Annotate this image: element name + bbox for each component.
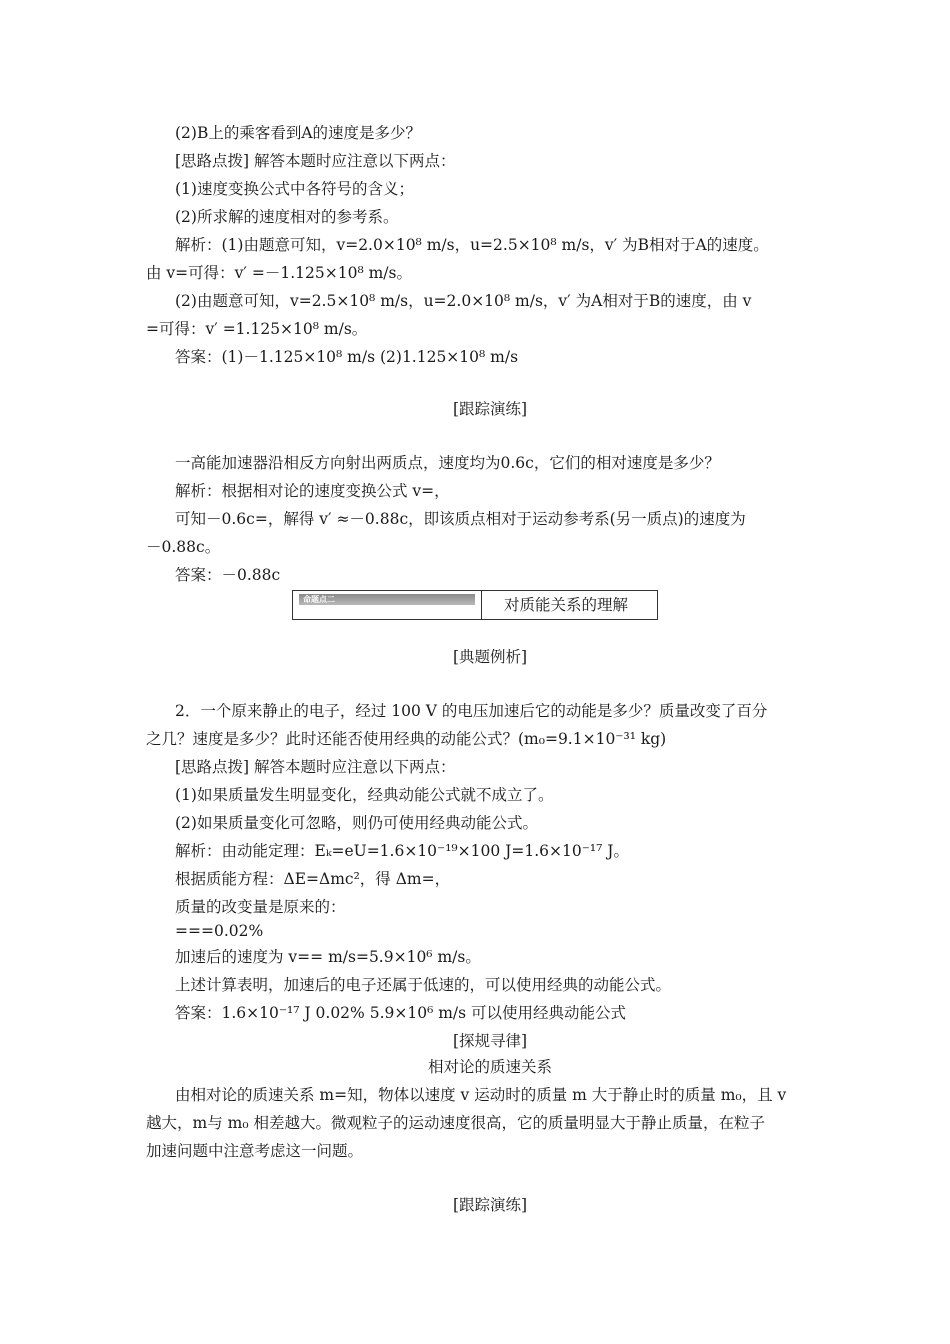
text-line: 上述计算表明，加速后的电子还属于低速的，可以使用经典的动能公式。 (175, 976, 672, 994)
section-tag-cell (293, 591, 482, 619)
text-line: 解析：(1)由题意可知，v=2.0×10⁸ m/s，u=2.5×10⁸ m/s，v′ 为B相对于A的速度。 (175, 236, 769, 254)
text-line: (2)由题意可知，v=2.5×10⁸ m/s，u=2.0×10⁸ m/s，v′ 为A相对于B的速度，由 v (175, 292, 752, 310)
section-tag-label: 命题点二 (299, 594, 475, 605)
text-line: ===0.02% (175, 922, 264, 940)
text-line: [典题例析] (452, 648, 528, 666)
text-line: 加速问题中注意考虑这一问题。 (146, 1142, 364, 1160)
text-line: 答案：－0.88c (175, 566, 281, 584)
text-line: 加速后的速度为 v== m/s=5.9×10⁶ m/s。 (175, 948, 481, 966)
text-line: [跟踪演练] (452, 400, 528, 418)
text-line: 根据质能方程：ΔE=Δmc²，得 Δm=， (175, 870, 451, 888)
text-line: 之几？速度是多少？此时还能否使用经典的动能公式？(m₀=9.1×10⁻³¹ kg) (146, 730, 667, 748)
text-line: (1)速度变换公式中各符号的含义； (175, 180, 414, 198)
text-line: [探规寻律] (452, 1032, 528, 1050)
section-title: 对质能关系的理解 (504, 596, 629, 614)
text-line: －0.88c。 (146, 538, 221, 556)
text-line: 越大，m与 m₀ 相差越大。微观粒子的运动速度很高，它的质量明显大于静止质量，在粒子 (146, 1114, 765, 1132)
text-line: 一高能加速器沿相反方向射出两质点，速度均为0.6c，它们的相对速度是多少？ (175, 454, 720, 472)
text-line: [跟踪演练] (452, 1196, 528, 1214)
text-line: 质量的改变量是原来的： (175, 898, 346, 916)
text-line: 2．一个原来静止的电子，经过 100 V 的电压加速后它的动能是多少？质量改变了百分 (175, 702, 768, 720)
text-line: 答案：(1)－1.125×10⁸ m/s (2)1.125×10⁸ m/s (175, 348, 519, 366)
text-line: 解析：根据相对论的速度变换公式 v=， (175, 482, 450, 500)
text-line: 解析：由动能定理：Eₖ=eU=1.6×10⁻¹⁹×100 J=1.6×10⁻¹⁷ J。 (175, 842, 629, 860)
text-line: 答案：1.6×10⁻¹⁷ J 0.02% 5.9×10⁶ m/s 可以使用经典动能公式 (175, 1004, 627, 1022)
text-line: (2)如果质量变化可忽略，则仍可使用经典动能公式。 (175, 814, 538, 832)
text-line: 由相对论的质速关系 m=知，物体以速度 v 运动时的质量 m 大于静止时的质量 m₀，且 v (175, 1086, 787, 1104)
text-line: [思路点拨] 解答本题时应注意以下两点： (175, 152, 456, 170)
text-line: =可得：v′ =1.125×10⁸ m/s。 (146, 320, 368, 338)
section-header-box (292, 590, 658, 620)
text-line: (1)如果质量发生明显变化，经典动能公式就不成立了。 (175, 786, 554, 804)
text-line: (2)所求解的速度相对的参考系。 (175, 208, 399, 226)
text-line: [思路点拨] 解答本题时应注意以下两点： (175, 758, 456, 776)
text-line: 可知－0.6c=，解得 v′ ≈－0.88c，即该质点相对于运动参考系(另一质点)的速度为 (175, 510, 746, 528)
text-line: (2)B上的乘客看到A的速度是多少？ (175, 124, 422, 142)
text-line: 相对论的质速关系 (427, 1058, 552, 1076)
text-line: 由 v=可得：v′ =－1.125×10⁸ m/s。 (146, 264, 412, 282)
